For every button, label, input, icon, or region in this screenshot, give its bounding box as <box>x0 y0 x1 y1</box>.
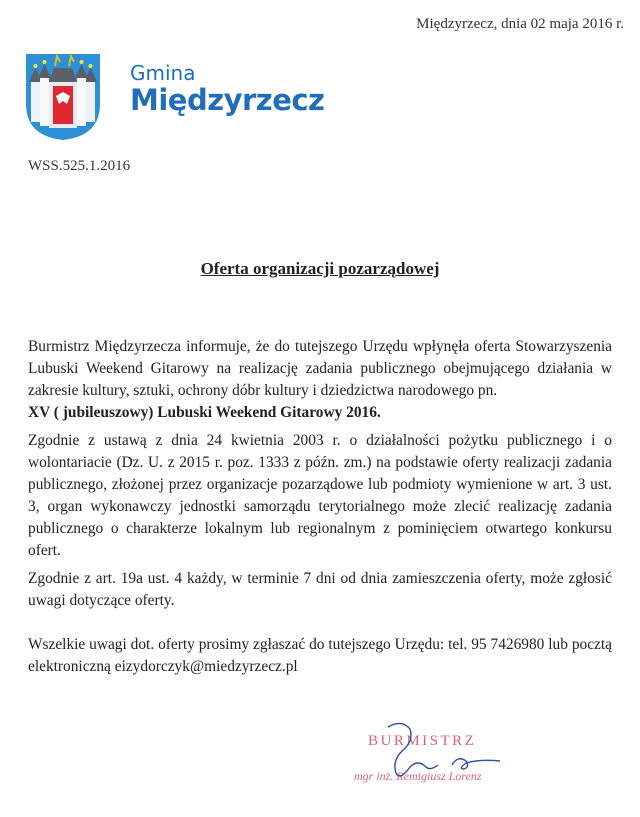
event-name: XV ( jubileuszowy) Lubuski Weekend Gitarowy 2016. <box>28 404 381 421</box>
document-title: Oferta organizacji pozarządowej <box>200 259 440 278</box>
paragraph-legal-basis: Zgodnie z ustawą z dnia 24 kwietnia 2003 r. o działalności pożytku publicznego i o wolontariacie (Dz. U. z 2015 r. poz. 1333 z późn. zm.) na podstawie oferty realizacji zadania publicznego, złożonej przez organizacje pozarządowe lub podmioty wymienione w art. 3 ust. 3, organ wykonawczy jednostki samorządu terytorialnego może zlecić realizację zadania publicznego o charakterze lokalnym lub regionalnym z pominięciem otwartego konkursu ofert. <box>28 432 612 559</box>
signature-name-stamp: mgr inż. Remigiusz Lorenz <box>354 769 482 783</box>
signature-role-stamp: BURMISTRZ <box>368 733 477 749</box>
handwritten-signature-icon <box>340 715 520 795</box>
paragraph-comment-period: Zgodnie z art. 19a ust. 4 każdy, w terminie 7 dni od dnia zamieszczenia oferty, może zgłosić uwagi dotyczące oferty. <box>28 570 612 609</box>
paragraph-contact: Wszelkie uwagi dot. oferty prosimy zgłaszać do tutejszego Urzędu: tel. 95 7426980 lub pocztą elektroniczną eizydorczyk@miedzyrzecz.pl <box>28 636 612 675</box>
signature-block <box>340 715 520 795</box>
coat-of-arms-icon <box>24 52 102 142</box>
paragraph-announcement <box>28 336 612 424</box>
coat-of-arms-logo <box>24 52 102 142</box>
paragraph-text: Burmistrz Międzyrzecza informuje, że do tutejszego Urzędu wpłynęła oferta Stowarzyszenia Lubuski Weekend Gitarowy na realizację zadania publicznego obejmującego działania w zakresie kultury, sztuki, ochrony dóbr kultury i dziedzictwa narodowego pn. <box>28 338 612 399</box>
brand-large-text: Międzyrzecz <box>130 83 325 117</box>
reference-number: WSS.525.1.2016 <box>28 158 131 174</box>
municipality-brand <box>130 62 324 116</box>
place-date: Międzyrzecz, dnia 02 maja 2016 r. <box>416 16 624 32</box>
brand-small-text: Gmina <box>130 61 196 85</box>
